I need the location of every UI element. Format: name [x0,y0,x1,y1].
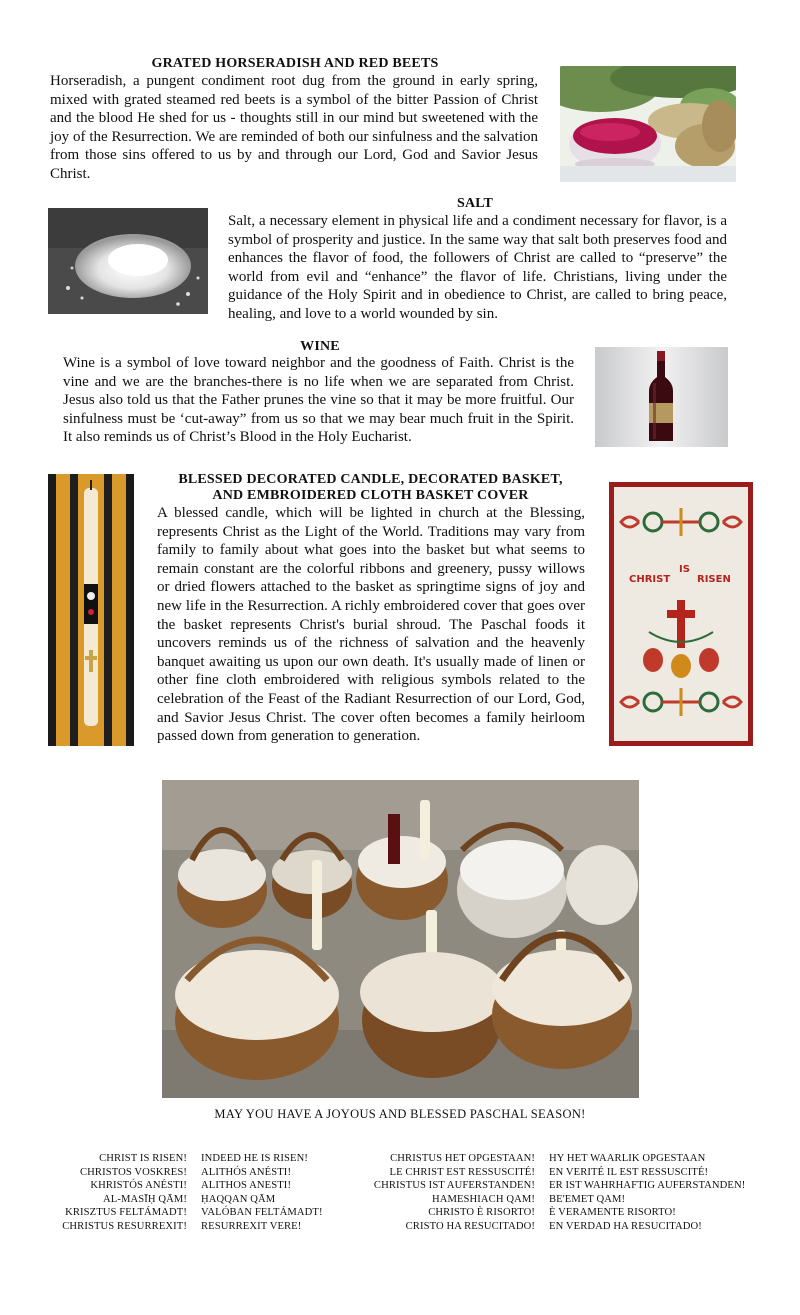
greeting: ALITHOS ANESTI! [201,1180,292,1192]
salt-title: SALT [456,196,494,211]
easter-baskets-photo [162,780,639,1098]
greeting: RESURREXIT VERE! [201,1220,302,1232]
greeting: KRISZTUS FELTÁMADT! [65,1207,187,1219]
greeting: VALÓBAN FELTÁMADT! [201,1207,323,1219]
salt-photo [48,208,208,314]
greeting: CHRISTUS RESURREXIT! [62,1220,187,1232]
greeting: ALITHÓS ANÉSTI! [201,1166,292,1178]
greetings-col-1 [40,1152,187,1234]
greeting: È VERAMENTE RISORTO! [549,1207,676,1219]
greeting: EN VERDAD HA RESUCITADO! [549,1220,702,1232]
greeting: LE CHRIST EST RESSUSCITÉ! [389,1166,535,1178]
greeting: CRISTO HA RESUCITADO! [405,1220,535,1232]
salt-text: Salt, a necessary element in physical life and a condiment necessary for flavor, is a symbol of prosperity and justice. In the same way that salt both preserves food and enhances the flavor of food, the followers of Christ are called to “preserve” the world from evil and “enhance” the flavor of life. Christians, living under the guidance of the Holy Spirit and in obedience to Christ, are called to bring peace, healing, and love to a world wounded by sin. [228,213,727,322]
greeting: CHRISTUS HET OPGESTAAN! [390,1153,535,1164]
greeting: KHRISTÓS ANÉSTI! [90,1180,187,1192]
greeting: AL-MASĪḤ QĀM! [103,1193,187,1205]
cloth-text-is: IS [679,564,690,575]
horseradish-text: Horseradish, a pungent condiment root dug from the ground in early spring, mixed with grated steamed red beets is a symbol of the bitter Passion of Christ and the blood He shed for us - thoughts still in our mind but sweetened with the joy of the Resurrection. We are reminded of both our sinfulness and the salvation from those sins offered to us by and through our Lord, God and Savior Jesus Christ. [50,73,538,182]
paschal-candle-photo [48,474,134,746]
greeting: CHRISTUS IST AUFERSTANDEN! [373,1180,535,1192]
greetings-col-2 [201,1152,351,1234]
greeting: ḤAQQAN QĀM [201,1193,276,1205]
greeting: CHRIST IS RISEN! [99,1153,187,1164]
wine-title: WINE [300,339,340,354]
embroidered-cloth-photo [609,482,753,746]
candle-title-line1: BLESSED DECORATED CANDLE, DECORATED BASKET, [178,472,563,487]
wine-text: Wine is a symbol of love toward neighbor and the goodness of Faith. Christ is the vine and we are the branches-there is no life when we are separated from Christ. Jesus also told us that the Father prunes the vine so that it may be more fruitful. Our sinfulness must be ‘cut-away” from us so that we may bear much fruit in the Spirit. It also reminds us of Christ’s Blood in the Holy Eucharist. [63,355,574,446]
candle-text: A blessed candle, which will be lighted in church at the Blessing, represents Christ as the Light of the World. Traditions may vary from family to family about what goes into the basket but what seems to remain constant are the colorful ribbons and greenery, pussy willows or dried flowers attached to the basket as springtime signs of joy and new life in the Resurrection. A richly embroidered cover that goes over the basket represents Christ's burial shroud. The Paschal foods it uncovers reminds us of the richness of salvation and the heavenly banquet awaiting us upon our own death. It's usually made of linen or other fine cloth embroidered with religious symbols related to the celebration of the Feast of the Radiant Resurrection of our Lord, God, and Savior Jesus Christ. The cover often becomes a family heirloom passed down from generation to generation. [157,505,585,745]
greeting: HAMESHIACH QAM! [431,1193,535,1205]
candle-title-line2: AND EMBROIDERED CLOTH BASKET COVER [212,488,529,503]
greeting: BE'EMET QAM! [549,1193,626,1205]
greeting: INDEED HE IS RISEN! [201,1153,308,1164]
greetings-col-3 [350,1152,535,1234]
cloth-text-christ: CHRIST [629,574,671,585]
horseradish-title: GRATED HORSERADISH AND RED BEETS [151,56,439,71]
greeting: ER IST WAHRHAFTIG AUFERSTANDEN! [549,1180,746,1192]
greeting: CHRISTO È RISORTO! [428,1207,535,1219]
horseradish-beets-photo [560,66,736,182]
greeting: EN VERITÉ IL EST RESSUSCITÉ! [549,1166,709,1178]
wine-bottle-photo [595,347,728,447]
greeting: HY HET WAARLIK OPGESTAAN [549,1153,706,1164]
cloth-text-risen: RISEN [697,574,731,585]
greeting: CHRISTOS VOSKRES! [80,1166,187,1178]
paschal-blessing: MAY YOU HAVE A JOYOUS AND BLESSED PASCHAL SEASON! [214,1107,586,1121]
greetings-col-4 [549,1152,779,1234]
